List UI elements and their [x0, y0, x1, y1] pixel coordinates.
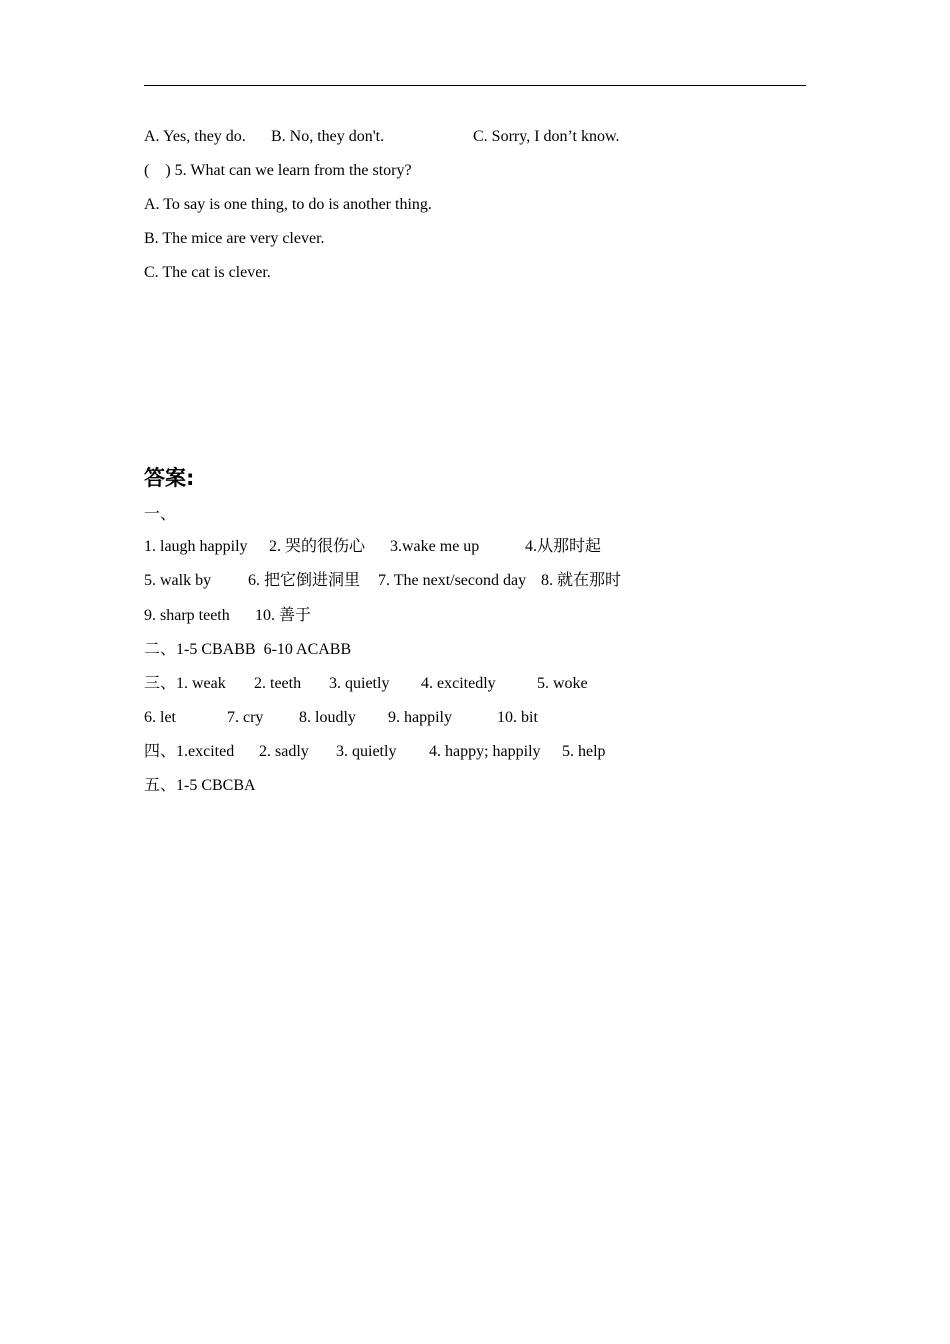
answers-section-5: 五、1-5 CBCBA	[144, 777, 256, 794]
answer-item: 4. excitedly	[421, 675, 496, 692]
q4-option-b: B. No, they don't.	[271, 128, 385, 145]
answer-item: 6. 把它倒进洞里	[248, 572, 361, 589]
answer-item: 3. quietly	[329, 675, 390, 692]
q5-stem: ( ) 5. What can we learn from the story?	[144, 162, 412, 179]
answer-item: 7. cry	[227, 709, 264, 726]
answer-item: 6. let	[144, 709, 176, 726]
answer-item: 5. help	[562, 743, 606, 760]
q5-option-c: C. The cat is clever.	[144, 264, 271, 281]
answer-item: 2. teeth	[254, 675, 302, 692]
answer-item: 1. laugh happily	[144, 538, 248, 555]
answer-item: 3. quietly	[336, 743, 397, 760]
answer-item: 10. bit	[497, 709, 538, 726]
q5-option-b: B. The mice are very clever.	[144, 230, 325, 247]
answer-item: 5. woke	[537, 675, 588, 692]
answer-item: 9. happily	[388, 709, 452, 726]
answer-item: 2. sadly	[259, 743, 309, 760]
answer-item: 4.从那时起	[525, 538, 602, 555]
answer-item: 四、1.excited	[144, 743, 235, 760]
answer-item: 10. 善于	[255, 607, 312, 624]
answer-item: 8. loudly	[299, 709, 356, 726]
answers-section-1-label: 一、	[144, 506, 177, 523]
q4-option-a: A. Yes, they do.	[144, 128, 246, 145]
header-rule	[144, 85, 806, 86]
q5-option-a: A. To say is one thing, to do is another thing.	[144, 196, 432, 213]
answer-item: 5. walk by	[144, 572, 212, 589]
answers-heading: 答案:	[144, 466, 195, 490]
answer-item: 4. happy; happily	[429, 743, 541, 760]
answers-section-2: 二、1-5 CBABB 6-10 ACABB	[144, 641, 352, 658]
answer-item: 7. The next/second day	[378, 572, 527, 589]
answer-item: 8. 就在那时	[541, 572, 622, 589]
q4-option-c: C. Sorry, I don’t know.	[473, 128, 620, 145]
answer-item: 3.wake me up	[390, 538, 480, 555]
answer-item: 三、1. weak	[144, 675, 226, 692]
answer-item: 9. sharp teeth	[144, 607, 230, 624]
answer-item: 2. 哭的很伤心	[269, 538, 366, 555]
